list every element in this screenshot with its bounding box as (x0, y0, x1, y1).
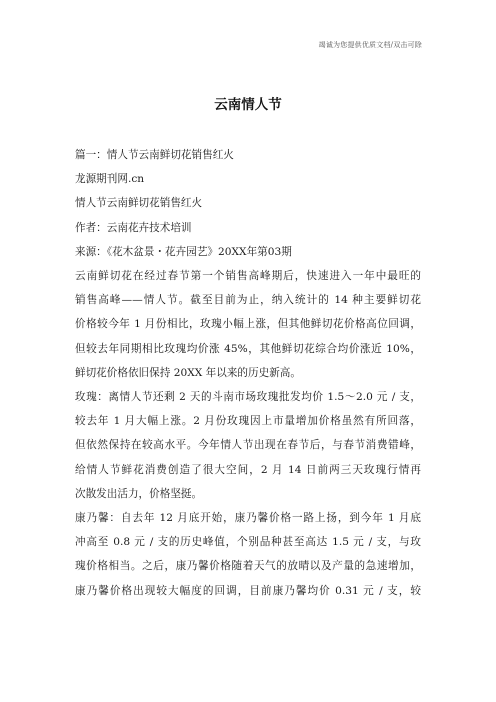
paragraph-line: 云南鲜切花在经过春节第一个销售高峰期后，快速进入一年中最旺的 (75, 270, 421, 283)
paragraph-line: 玫瑰：离情人节还剩 2 天的斗南市场玫瑰批发均价 1.5～2.0 元 / 支， (75, 391, 421, 404)
paragraph-rose (75, 385, 421, 506)
paragraph-carnation (75, 506, 421, 603)
paragraph-line: 给情人节鲜花消费创造了很大空间，2 月 14 日前两三天玫瑰行情再 (75, 463, 421, 476)
paragraph-line: 价格较今年 1 月份相比，玫瑰小幅上涨，但其他鲜切花价格高位回调， (75, 318, 421, 331)
meta-line-origin: 来源：《花木盆景・花卉园艺》20XX年第03期 (75, 245, 292, 258)
paragraph-intro (75, 264, 421, 385)
paragraph-line: 但依然保持在较高水平。今年情人节出现在春节后，与春节消费错峰， (75, 439, 421, 452)
paragraph-line: 但较去年同期相比玫瑰均价涨 45%，其他鲜切花综合均价涨近 10%， (75, 342, 421, 355)
page-header-note: 竭诚为您提供优质文档/双击可除 (318, 41, 422, 49)
paragraph-line: 冲高至 0.8 元 / 支的历史峰值，个别品种甚至高达 1.5 元 / 支，与玫 (75, 536, 421, 549)
paragraph-line: 康乃馨价格出现较大幅度的回调，目前康乃馨均价 0.31 元 / 支，较 (75, 584, 421, 597)
meta-line-article-title: 情人节云南鲜切花销售红火 (75, 197, 203, 210)
meta-line-section: 篇一：情人节云南鲜切花销售红火 (75, 149, 234, 161)
document-body (75, 143, 421, 603)
document-title: 云南情人节 (214, 97, 282, 113)
meta-line-author: 作者：云南花卉技术培训 (75, 221, 192, 234)
meta-line-source-site: 龙源期刊网.cn (75, 173, 145, 186)
paragraph-line: 鲜切花价格依旧保持 20XX 年以来的历史新高。 (75, 366, 301, 379)
paragraph-line: 康乃馨：自去年 12 月底开始，康乃馨价格一路上扬，到今年 1 月底 (75, 512, 421, 525)
paragraph-line: 较去年 1 月大幅上涨。2 月份玫瑰因上市量增加价格虽然有所回落， (75, 415, 421, 428)
paragraph-line: 销售高峰——情人节。截至目前为止，纳入统计的 14 种主要鲜切花 (75, 294, 421, 307)
paragraph-line: 瑰价格相当。之后，康乃馨价格随着天气的放晴以及产量的急速增加， (75, 560, 421, 573)
paragraph-line: 次散发出活力，价格坚挺。 (75, 487, 203, 500)
